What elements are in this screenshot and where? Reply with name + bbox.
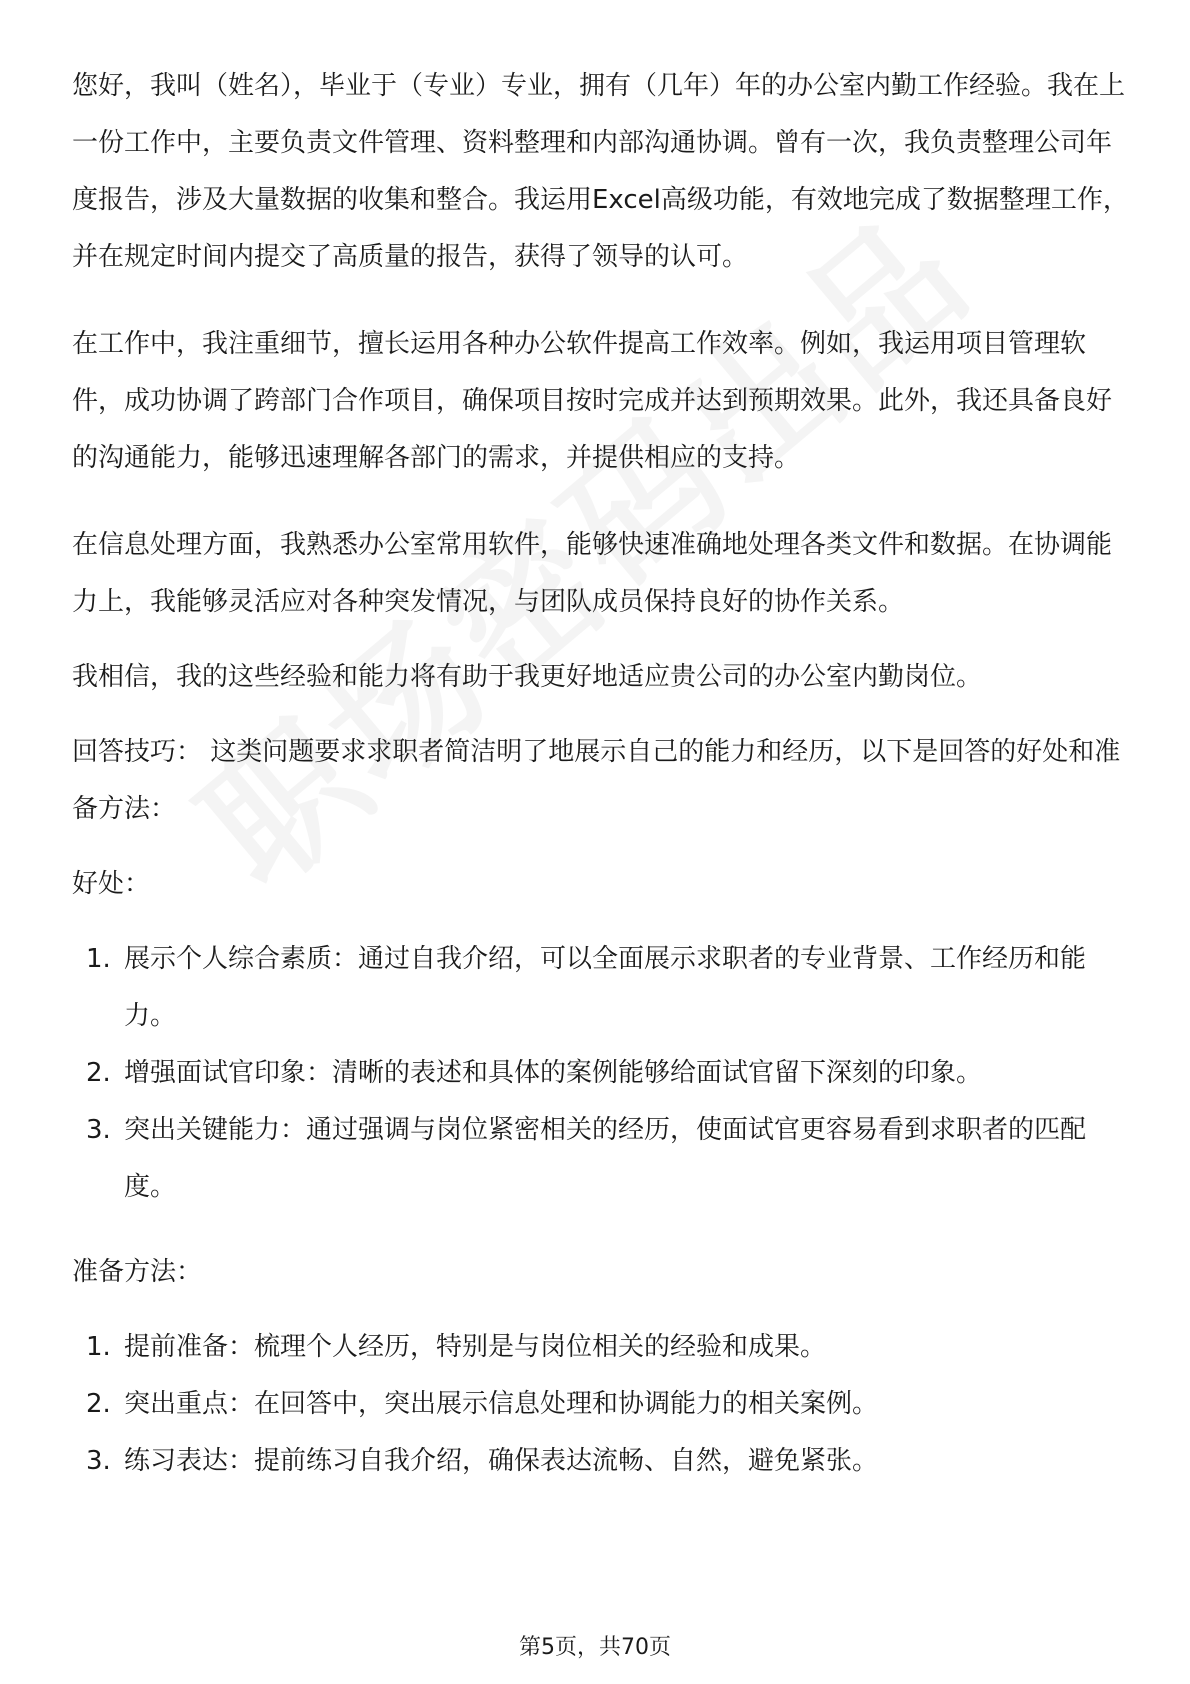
list-item xyxy=(72,1045,1132,1102)
document-body xyxy=(72,58,1132,1518)
list-number: 3. xyxy=(86,1446,111,1476)
list-item xyxy=(72,931,1132,1045)
list-item-text: 突出重点：在回答中，突出展示信息处理和协调能力的相关案例。 xyxy=(124,1389,879,1419)
list-item-text: 展示个人综合素质：通过自我介绍，可以全面展示求职者的专业背景、工作经历和能力。 xyxy=(124,944,1087,1031)
list-item-text: 增强面试官印象：清晰的表述和具体的案例能够给面试官留下深刻的印象。 xyxy=(124,1058,983,1088)
info-processing-paragraph: 在信息处理方面，我熟悉办公室常用软件，能够快速准确地处理各类文件和数据。在协调能力上，我能够灵活应对各种突发情况，与团队成员保持良好的协作关系。 xyxy=(72,530,1113,617)
preparation-list xyxy=(72,1319,1132,1490)
intro-paragraph: 您好，我叫（姓名），毕业于（专业）专业，拥有（几年）年的办公室内勤工作经验。我在上一份工作中，主要负责文件管理、资料整理和内部沟通协调。曾有一次，我负责整理公司年度报告，涉及大量数据的收集和整合。我运用Excel高级功能，有效地完成了数据整理工作，并在规定时间内提交了高质量的报告，获得了领导的认可。 xyxy=(72,71,1129,272)
list-item-text: 提前准备：梳理个人经历，特别是与岗位相关的经验和成果。 xyxy=(124,1332,827,1362)
list-number: 2. xyxy=(86,1058,111,1088)
list-number: 1. xyxy=(86,1332,111,1362)
list-item-text: 突出关键能力：通过强调与岗位紧密相关的经历，使面试官更容易看到求职者的匹配度。 xyxy=(124,1115,1087,1202)
preparation-heading: 准备方法： xyxy=(72,1257,203,1287)
list-item xyxy=(72,1102,1132,1216)
list-item-text: 练习表达：提前练习自我介绍，确保表达流畅、自然，避免紧张。 xyxy=(124,1446,879,1476)
list-number: 3. xyxy=(86,1115,111,1145)
answer-tips-paragraph: 回答技巧： 这类问题要求求职者简洁明了地展示自己的能力和经历，以下是回答的好处和准备方法： xyxy=(72,737,1121,824)
benefits-heading: 好处： xyxy=(72,869,151,899)
skills-paragraph: 在工作中，我注重细节，擅长运用各种办公软件提高工作效率。例如，我运用项目管理软件，成功协调了跨部门合作项目，确保项目按时完成并达到预期效果。此外，我还具备良好的沟通能力，能够迅速理解各部门的需求，并提供相应的支持。 xyxy=(72,329,1113,473)
list-item xyxy=(72,1376,1132,1433)
benefits-list xyxy=(72,931,1132,1216)
list-number: 2. xyxy=(86,1389,111,1419)
list-number: 1. xyxy=(86,944,111,974)
list-item xyxy=(72,1433,1132,1490)
closing-paragraph: 我相信，我的这些经验和能力将有助于我更好地适应贵公司的办公室内勤岗位。 xyxy=(72,662,983,692)
list-item xyxy=(72,1319,1132,1376)
page-number: 第5页，共70页 xyxy=(519,1635,671,1660)
